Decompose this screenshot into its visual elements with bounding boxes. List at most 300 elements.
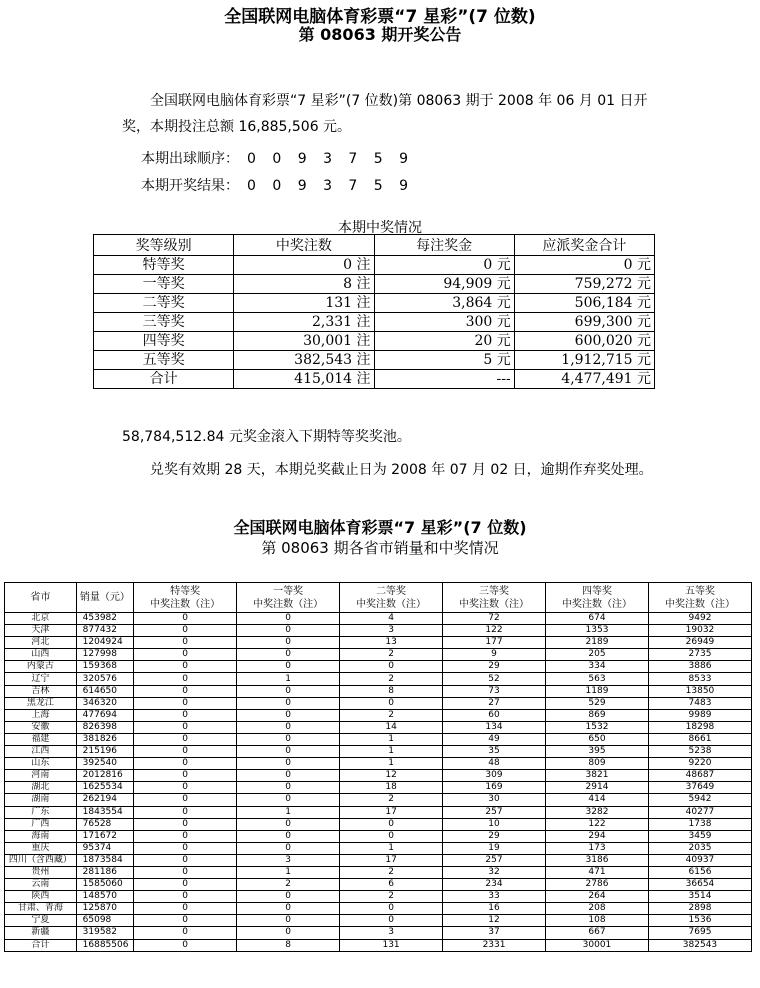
province-name: 吉林: [5, 685, 77, 697]
level-name: 五等奖: [684, 585, 715, 597]
prize-row: [94, 275, 655, 294]
prize-total: 506,184 元: [514, 294, 654, 313]
special-count: 0: [134, 939, 237, 951]
special-count: 0: [134, 891, 237, 903]
province-sales: 614650: [76, 685, 134, 697]
third-count: 257: [443, 854, 546, 866]
table-row: [5, 939, 752, 951]
header-first-prize: [237, 583, 340, 613]
third-count: 122: [443, 625, 546, 637]
prize-table: [93, 234, 655, 389]
fourth-count: 414: [546, 794, 649, 806]
header-level: 奖等级别: [94, 235, 234, 256]
third-count: 16: [443, 903, 546, 915]
level-name: 一等奖: [273, 585, 304, 597]
second-count: 12: [340, 770, 443, 782]
province-name: 山西: [5, 649, 77, 661]
first-count: 1: [237, 673, 340, 685]
fifth-count: 48687: [648, 770, 751, 782]
third-count: 72: [443, 613, 546, 625]
second-count: 2: [340, 794, 443, 806]
fifth-count: 9220: [648, 758, 751, 770]
first-count: 1: [237, 806, 340, 818]
province-sales: 1843554: [76, 806, 134, 818]
second-count: 1: [340, 733, 443, 745]
special-count: 0: [134, 927, 237, 939]
prize-amount: 5 元: [374, 351, 514, 370]
first-count: 0: [237, 794, 340, 806]
province-sales: 381826: [76, 733, 134, 745]
table-row: [5, 685, 752, 697]
fifth-count: 1536: [648, 915, 751, 927]
first-count: 0: [237, 915, 340, 927]
table-row: [5, 697, 752, 709]
announcement-subtitle: 第 08063 期开奖公告: [298, 25, 462, 44]
fifth-count: 18298: [648, 721, 751, 733]
province-name: 广东: [5, 806, 77, 818]
province-name: 云南: [5, 879, 77, 891]
prize-total: 4,477,491 元: [514, 370, 654, 389]
level-sub: 中奖注数（注）: [561, 598, 632, 610]
prize-amount: 300 元: [374, 313, 514, 332]
prize-level: 一等奖: [94, 275, 234, 294]
province-name: 山东: [5, 758, 77, 770]
prize-amount: 94,909 元: [374, 275, 514, 294]
prize-table-header: [94, 235, 655, 256]
fourth-count: 395: [546, 746, 649, 758]
province-name: 陕西: [5, 891, 77, 903]
province-sales: 171672: [76, 830, 134, 842]
intro-paragraph: [122, 88, 662, 140]
fourth-count: 529: [546, 697, 649, 709]
province-sales: 2012816: [76, 770, 134, 782]
prize-level: 二等奖: [94, 294, 234, 313]
special-count: 0: [134, 709, 237, 721]
province-name: 贵州: [5, 866, 77, 878]
second-count: 1: [340, 842, 443, 854]
prize-level: 四等奖: [94, 332, 234, 351]
province-name: 辽宁: [5, 673, 77, 685]
fourth-count: 30001: [546, 939, 649, 951]
province-sales: 319582: [76, 927, 134, 939]
header-second-prize: [340, 583, 443, 613]
third-count: 10: [443, 818, 546, 830]
third-count: 2331: [443, 939, 546, 951]
province-sales: 127998: [76, 649, 134, 661]
first-count: 0: [237, 697, 340, 709]
fourth-count: 674: [546, 613, 649, 625]
level-name: 特等奖: [170, 585, 201, 597]
special-count: 0: [134, 903, 237, 915]
special-count: 0: [134, 782, 237, 794]
table-row: [5, 782, 752, 794]
special-count: 0: [134, 746, 237, 758]
second-count: 4: [340, 613, 443, 625]
table-row: [5, 721, 752, 733]
level-sub: 中奖注数（注）: [459, 598, 530, 610]
first-count: 0: [237, 685, 340, 697]
second-count: 0: [340, 903, 443, 915]
third-count: 32: [443, 866, 546, 878]
prize-amount: 20 元: [374, 332, 514, 351]
table-row: [5, 649, 752, 661]
fifth-count: 3886: [648, 661, 751, 673]
prize-level: 三等奖: [94, 313, 234, 332]
special-count: 0: [134, 673, 237, 685]
third-count: 257: [443, 806, 546, 818]
fifth-count: 9989: [648, 709, 751, 721]
fourth-count: 2786: [546, 879, 649, 891]
table-row: [5, 818, 752, 830]
third-count: 234: [443, 879, 546, 891]
province-sales: 346320: [76, 697, 134, 709]
first-count: 0: [237, 613, 340, 625]
province-sales: 95374: [76, 842, 134, 854]
table-row: [5, 746, 752, 758]
fifth-count: 40277: [648, 806, 751, 818]
second-count: 8: [340, 685, 443, 697]
fourth-count: 1532: [546, 721, 649, 733]
province-sales: 76528: [76, 818, 134, 830]
fifth-count: 19032: [648, 625, 751, 637]
fourth-count: 294: [546, 830, 649, 842]
province-name: 合计: [5, 939, 77, 951]
first-count: 0: [237, 758, 340, 770]
third-count: 134: [443, 721, 546, 733]
province-name: 河南: [5, 770, 77, 782]
table-row: [5, 891, 752, 903]
third-count: 52: [443, 673, 546, 685]
fifth-count: 2035: [648, 842, 751, 854]
second-count: 14: [340, 721, 443, 733]
fifth-count: 36654: [648, 879, 751, 891]
province-sales: 877432: [76, 625, 134, 637]
fifth-count: 13850: [648, 685, 751, 697]
province-sales: 1873584: [76, 854, 134, 866]
province-name: 黑龙江: [5, 697, 77, 709]
header-prize-per-ticket: 每注奖金: [374, 235, 514, 256]
province-sales: 1625534: [76, 782, 134, 794]
province-sales: 148570: [76, 891, 134, 903]
province-sales: 215196: [76, 746, 134, 758]
announcement-title: 全国联网电脑体育彩票“7 星彩”(7 位数): [224, 7, 536, 27]
province-name: 湖北: [5, 782, 77, 794]
province-name: 安徽: [5, 721, 77, 733]
province-name: 宁夏: [5, 915, 77, 927]
province-name: 内蒙古: [5, 661, 77, 673]
table-row: [5, 830, 752, 842]
third-count: 60: [443, 709, 546, 721]
table-row: [5, 673, 752, 685]
special-count: 0: [134, 721, 237, 733]
province-name: 北京: [5, 613, 77, 625]
second-count: 2: [340, 891, 443, 903]
fourth-count: 3282: [546, 806, 649, 818]
special-count: 0: [134, 915, 237, 927]
fourth-count: 108: [546, 915, 649, 927]
second-count: 17: [340, 854, 443, 866]
header-fifth-prize: [648, 583, 751, 613]
first-count: 0: [237, 625, 340, 637]
second-count: 1: [340, 758, 443, 770]
fifth-count: 9492: [648, 613, 751, 625]
province-section-title: 全国联网电脑体育彩票“7 星彩”(7 位数): [233, 518, 527, 537]
third-count: 309: [443, 770, 546, 782]
second-count: 3: [340, 927, 443, 939]
first-count: 0: [237, 891, 340, 903]
fourth-count: 1189: [546, 685, 649, 697]
first-count: 2: [237, 879, 340, 891]
prize-amount: 0 元: [374, 256, 514, 275]
special-count: 0: [134, 625, 237, 637]
province-sales: 392540: [76, 758, 134, 770]
level-sub: 中奖注数（注）: [356, 598, 427, 610]
prize-total: 759,272 元: [514, 275, 654, 294]
special-count: 0: [134, 806, 237, 818]
fourth-count: 667: [546, 927, 649, 939]
table-row: [5, 709, 752, 721]
prize-table-caption: 本期中奖情况: [338, 220, 422, 236]
level-name: 二等奖: [376, 585, 407, 597]
fifth-count: 8533: [648, 673, 751, 685]
second-count: 2: [340, 709, 443, 721]
fourth-count: 208: [546, 903, 649, 915]
level-name: 三等奖: [479, 585, 510, 597]
special-count: 0: [134, 733, 237, 745]
second-count: 131: [340, 939, 443, 951]
province-sales: 453982: [76, 613, 134, 625]
header-total-prize: 应派奖金合计: [514, 235, 654, 256]
table-row: [5, 927, 752, 939]
third-count: 27: [443, 697, 546, 709]
table-row: [5, 842, 752, 854]
fourth-count: 122: [546, 818, 649, 830]
fifth-count: 5942: [648, 794, 751, 806]
table-row: [5, 794, 752, 806]
prize-amount: ---: [374, 370, 514, 389]
province-name: 海南: [5, 830, 77, 842]
table-row: [5, 770, 752, 782]
province-name: 甘肃、青海: [5, 903, 77, 915]
third-count: 12: [443, 915, 546, 927]
special-count: 0: [134, 770, 237, 782]
first-count: 0: [237, 770, 340, 782]
fourth-count: 3186: [546, 854, 649, 866]
province-table: [4, 582, 752, 952]
header-third-prize: [443, 583, 546, 613]
second-count: 13: [340, 637, 443, 649]
first-count: 3: [237, 854, 340, 866]
special-count: 0: [134, 794, 237, 806]
table-row: [5, 625, 752, 637]
province-name: 江西: [5, 746, 77, 758]
first-count: 0: [237, 818, 340, 830]
claim-text: 兑奖有效期 28 天，本期兑奖截止日为 2008 年 07 月 02 日，逾期作弃奖处理。: [150, 462, 653, 478]
province-sales: 477694: [76, 709, 134, 721]
table-row: [5, 661, 752, 673]
fourth-count: 809: [546, 758, 649, 770]
fifth-count: 5238: [648, 746, 751, 758]
province-section-subtitle: 第 08063 期各省市销量和中奖情况: [261, 539, 499, 557]
fifth-count: 7483: [648, 697, 751, 709]
table-row: [5, 854, 752, 866]
second-count: 18: [340, 782, 443, 794]
header-fourth-prize: [546, 583, 649, 613]
fifth-count: 3514: [648, 891, 751, 903]
special-count: 0: [134, 661, 237, 673]
prize-row: [94, 332, 655, 351]
first-count: 0: [237, 661, 340, 673]
province-name: 湖南: [5, 794, 77, 806]
special-count: 0: [134, 818, 237, 830]
first-count: 0: [237, 927, 340, 939]
province-name: 福建: [5, 733, 77, 745]
province-name: 河北: [5, 637, 77, 649]
province-table-header: [5, 583, 752, 613]
first-count: 0: [237, 782, 340, 794]
table-row: [5, 613, 752, 625]
fifth-count: 2735: [648, 649, 751, 661]
province-name: 四川（含西藏）: [5, 854, 77, 866]
second-count: 1: [340, 746, 443, 758]
province-name: 新疆: [5, 927, 77, 939]
fourth-count: 869: [546, 709, 649, 721]
special-count: 0: [134, 866, 237, 878]
third-count: 29: [443, 830, 546, 842]
table-row: [5, 915, 752, 927]
draw-result-line: [141, 175, 414, 195]
table-row: [5, 879, 752, 891]
fifth-count: 8661: [648, 733, 751, 745]
province-sales: 826398: [76, 721, 134, 733]
fourth-count: 1353: [546, 625, 649, 637]
first-count: 0: [237, 709, 340, 721]
prize-row: [94, 294, 655, 313]
first-count: 0: [237, 903, 340, 915]
province-name: 天津: [5, 625, 77, 637]
province-sales: 262194: [76, 794, 134, 806]
second-count: 2: [340, 866, 443, 878]
rollover-text: 58,784,512.84 元奖金滚入下期特等奖奖池。: [122, 429, 411, 445]
third-count: 35: [443, 746, 546, 758]
prize-row: [94, 313, 655, 332]
special-count: 0: [134, 685, 237, 697]
special-count: 0: [134, 697, 237, 709]
winner-count: 30,001 注: [234, 332, 374, 351]
second-count: 0: [340, 818, 443, 830]
fourth-count: 205: [546, 649, 649, 661]
province-sales: 1585060: [76, 879, 134, 891]
province-sales: 320576: [76, 673, 134, 685]
second-count: 17: [340, 806, 443, 818]
table-row: [5, 637, 752, 649]
third-count: 169: [443, 782, 546, 794]
first-count: 8: [237, 939, 340, 951]
header-sales: 销量（元）: [76, 583, 134, 613]
fourth-count: 650: [546, 733, 649, 745]
special-count: 0: [134, 842, 237, 854]
winner-count: 382,543 注: [234, 351, 374, 370]
fifth-count: 7695: [648, 927, 751, 939]
first-count: 1: [237, 866, 340, 878]
special-count: 0: [134, 854, 237, 866]
level-sub: 中奖注数（注）: [664, 598, 735, 610]
prize-level: 五等奖: [94, 351, 234, 370]
level-sub: 中奖注数（注）: [253, 598, 324, 610]
second-count: 2: [340, 673, 443, 685]
first-count: 0: [237, 637, 340, 649]
third-count: 19: [443, 842, 546, 854]
header-province: 省市: [5, 583, 77, 613]
fourth-count: 2189: [546, 637, 649, 649]
fifth-count: 6156: [648, 866, 751, 878]
fourth-count: 334: [546, 661, 649, 673]
fourth-count: 471: [546, 866, 649, 878]
second-count: 0: [340, 661, 443, 673]
winner-count: 2,331 注: [234, 313, 374, 332]
third-count: 49: [443, 733, 546, 745]
third-count: 73: [443, 685, 546, 697]
second-count: 6: [340, 879, 443, 891]
special-count: 0: [134, 830, 237, 842]
header-special-prize: [134, 583, 237, 613]
table-row: [5, 866, 752, 878]
province-sales: 1204924: [76, 637, 134, 649]
level-name: 四等奖: [581, 585, 612, 597]
claim-paragraph: [122, 457, 662, 483]
fifth-count: 3459: [648, 830, 751, 842]
second-count: 0: [340, 697, 443, 709]
first-count: 0: [237, 649, 340, 661]
draw-result-numbers: 0 0 9 3 7 5 9: [247, 178, 415, 194]
prize-total: 1,912,715 元: [514, 351, 654, 370]
fifth-count: 382543: [648, 939, 751, 951]
special-count: 0: [134, 637, 237, 649]
third-count: 48: [443, 758, 546, 770]
prize-total: 699,300 元: [514, 313, 654, 332]
second-count: 2: [340, 649, 443, 661]
first-count: 0: [237, 721, 340, 733]
winner-count: 415,014 注: [234, 370, 374, 389]
prize-total: 0 元: [514, 256, 654, 275]
intro-text: 全国联网电脑体育彩票“7 星彩”(7 位数)第 08063 期于 2008 年 06 月 01 日开奖，本期投注总额 16,885,506 元。: [122, 93, 648, 135]
fourth-count: 173: [546, 842, 649, 854]
third-count: 30: [443, 794, 546, 806]
table-row: [5, 758, 752, 770]
prize-row: [94, 256, 655, 275]
prize-row: [94, 351, 655, 370]
first-count: 0: [237, 746, 340, 758]
winner-count: 0 注: [234, 256, 374, 275]
province-sales: 125870: [76, 903, 134, 915]
level-sub: 中奖注数（注）: [150, 598, 221, 610]
province-sales: 65098: [76, 915, 134, 927]
special-count: 0: [134, 758, 237, 770]
fifth-count: 2898: [648, 903, 751, 915]
special-count: 0: [134, 613, 237, 625]
fifth-count: 1738: [648, 818, 751, 830]
table-row: [5, 903, 752, 915]
third-count: 177: [443, 637, 546, 649]
fifth-count: 37649: [648, 782, 751, 794]
fourth-count: 3821: [546, 770, 649, 782]
third-count: 33: [443, 891, 546, 903]
first-count: 0: [237, 842, 340, 854]
fifth-count: 40937: [648, 854, 751, 866]
prize-level: 合计: [94, 370, 234, 389]
first-count: 0: [237, 830, 340, 842]
second-count: 3: [340, 625, 443, 637]
